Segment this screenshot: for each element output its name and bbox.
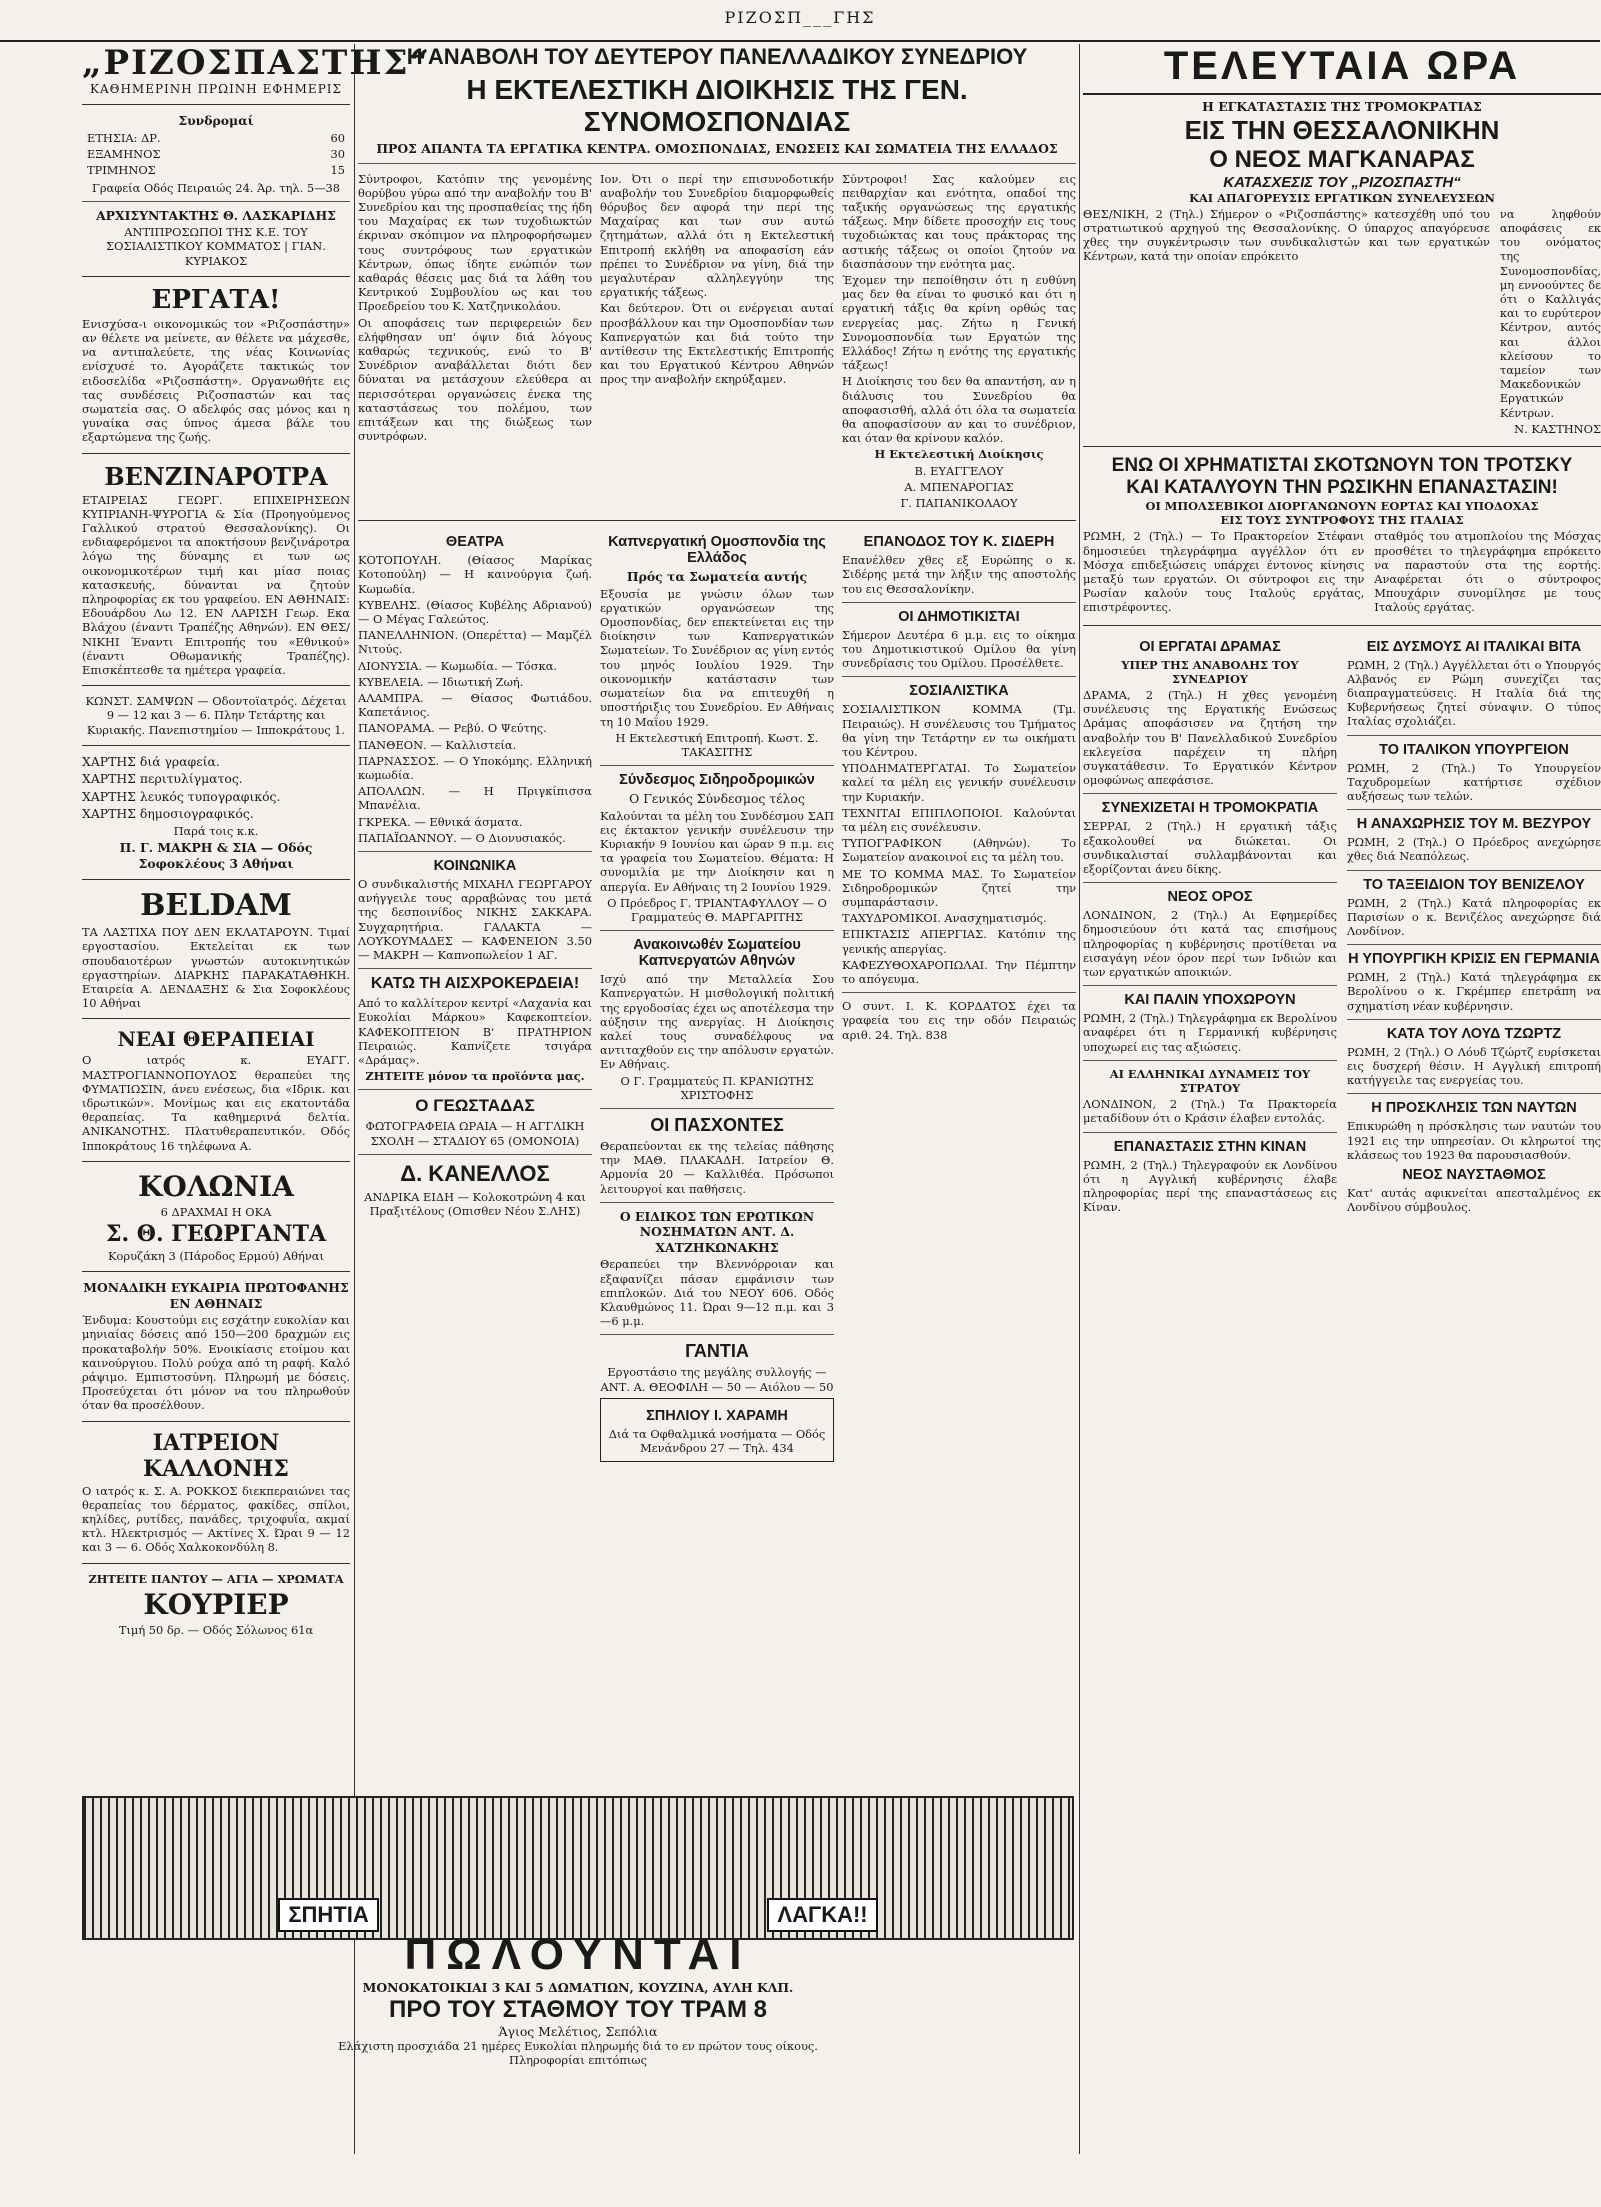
for-sale-line-3: Άγιος Μελέτιος, Σεπόλια <box>498 2023 658 2039</box>
lloyd-heading: ΚΑΤΑ ΤΟΥ ΛΟΥΔ ΤΖΩΡΤΖ <box>1386 1025 1562 1042</box>
spileiou-text: Διά τα Οφθαλμικά νοσήματα — Οδός Μενάνδρου 27 — Τηλ. 434 <box>608 1426 826 1455</box>
thess-signature: Ν. ΚΑΣΤΗΝΟΣ <box>1514 421 1601 436</box>
ergata-text: Ενισχύσα-ι οικονομικώς τον «Ριζοσπάστην» αν θέλετε να μείνετε, αν θέλετε να μάχεσθε, να αντιπαλεύετε, της νέας Κοινωνίας ενίσχυσέ το. Αγοράζετε τακτικώς τον ειδοσελίδα «Ριζοσπάστη». Οργανωθήτε εις τας συνδέσεις Ριζοσπαστών και τας σωματεία σας. Ο αδελφός σας μόνος και η γυναίκα σας ύπνος άμεσα βάλε του εξαρτώμενα της ζωής. <box>82 316 350 445</box>
therapies-text: Ο ιατρός κ. ΕΥΑΓΓ. ΜΑΣΤΡΟΓΙΑΝΝΟΠΟΥΛΟΣ θεραπεύει της ΦΥΜΑΤΙΩΣΙΝ, άνευ ενέσεως, δια «Ιδρικ. και ιδρωτικών». Μονίμως και εις εκατοντάδα θεραπείας. Τα καθημερινά δελτία. ΑΝΙΚΑΝΟΤΗΣ. Πλατυθεραπευτικόν. Οδός Ιπποκράτους 16 τηλέφωνα Α. <box>82 1053 350 1153</box>
china-heading: ΕΠΑΝΑΣΤΑΣΙΣ ΣΤΗΝ ΚΙΝΑΝ <box>1113 1138 1307 1155</box>
benzina-text: ΕΤΑΙΡΕΙΑΣ ΓΕΩΡΓ. ΕΠΙΧΕΙΡΗΣΕΩΝ ΚΥΠΡΙΑΝΗ-ΨΥΡΟΓΙΑ & Σία (Προηγούμενος Γαλλικού στρατού Θεσσαλονίκης). Οι ενδιαφερόμενοι τα αποκτήσουν βενζινάροτρα λόγω της δύναμης ει των ως οικονομικοτέρων τιμή και μίασ ποιας κατασκευής, δύνανται να ζητούν πληροφορίας εκ του γραφείου. ΕΝ ΑΘΗΝΑΙΣ: Εδουάρδου Λω 12. ΕΝ ΛΑΡΙΣΗ Γεωρ. Εκα Βλάχου (έναντι Τραπέζης Αθηνών). ΕΝ ΘΕΣ/ΝΙΚΗΙ Έναντι Επιτροπής του «Εθνικού» (έναντι Οθωμανικής Τραπέζης). Επισκέπτεσθε τα ημέτερα γραφεία. <box>82 492 350 678</box>
houses-for-sale-ad <box>82 1930 1074 2067</box>
ypochorous-heading: ΚΑΙ ΠΑΛΙΝ ΥΠΟΧΩΡΟΥΝ <box>1124 992 1296 1009</box>
dimotikistai-text: Σήμερον Δευτέρα 6 μ.μ. εις το οίκημα του Δημοτικιστικού Ομίλου θα γίνη συνεδρίασις του Ομίλου. Προσέλθετε. <box>842 627 1076 671</box>
venizelos-text: ΡΩΜΗ, 2 (Τηλ.) Κατά πληροφορίας εκ Παρισίων ο κ. Βενιζέλος ανεχώρησε διά Λονδίνον. <box>1347 895 1601 939</box>
headline-executive: Η ΕΚΤΕΛΕΣΤΙΚΗ ΔΙΟΙΚΗΣΙΣ ΤΗΣ ΓΕΝ. ΣΥΝΟΜΟΣΠΟΝΔΙΑΣ <box>466 74 968 137</box>
theatre-listing: ΠΑΝΟΡΑΜΑ. — Ρεβύ. Ο Ψεύτης. <box>358 721 547 736</box>
socialist-item: ΕΠΙΚΤΑΣΙΣ ΑΠΕΡΓΙΑΣ. Κατόπιν της γενικής απεργίας. <box>842 927 1076 956</box>
houses-label-left: ΣΠΗΤΙΑ <box>278 1898 378 1932</box>
synd-text: Καλούνται τα μέλη του Συνδέσμου ΣΑΠ εις έκτακτον γενικήν συνέλευσιν την Κυριακήν 9 Ιουνίου και ώραν 9 π.μ. εις τα γραφεία του Σωματείου. Θέματα: Η συνομιλία με την Διοίκησιν και η απεργία. Εν Αθήναις τη 2 Ιουνίου 1929. <box>600 808 834 894</box>
subscription-row: ΕΤΗΣΙΑ: ΔΡ. 60 <box>87 130 345 145</box>
socialist-item: ΚΑΦΕΖΥΘΟΧΑΡΟΠΩΛΑΙ. Την Πέμπτην το απόγευμα. <box>842 957 1076 987</box>
terror-heading-4: ΚΑΤΑΣΧΕΣΙΣ ΤΟΥ „ΡΙΖΟΣΠΑΣΤΗ“ <box>1223 173 1461 191</box>
article-paragraph: Οι αποφάσεις των περιφερειών δεν ελήφθησαν υπ' όψιν διά λόγους καθαρώς τεχνικούς, ενώ το Β' Συνέδριον αναβάλλεται διότι δεν δύναται να μετάσχουν ελεύθερα αι περισσότεραι οργανώσεις ένεκα της καταστάσεως του πολέμου, των επιτάξεων και της διώξεως των συντρόφων. <box>358 315 592 444</box>
representatives: ΑΝΤΙΠΡΟΣΩΠΟΙ ΤΗΣ Κ.Ε. ΤΟΥ ΣΟΣΙΑΛΙΣΤΙΚΟΥ ΚΟΜΜΑΤΟΣ | ΓΙΑΝ. ΚΥΡΙΑΚΟΣ <box>106 225 326 268</box>
theatre-listing: ΑΛΑΜΠΡΑ. — Θίασος Φωτιάδου. Καπετάνιος. <box>358 691 592 720</box>
italian-ministry-heading: ΤΟ ΙΤΑΛΙΚΟΝ ΥΠΟΥΡΓΕΙΟΝ <box>1379 741 1569 758</box>
geodaisia-text: ΦΩΤΟΓΡΑΦΕΙΑ ΩΡΑΙΑ — Η ΑΓΓΛΙΚΗ ΣΧΟΛΗ — ΣΤΑΔΙΟΥ 65 (ΟΜΟΝΟΙΑ) <box>365 1119 585 1148</box>
drama-text: ΔΡΑΜΑ, 2 (Τηλ.) Η χθες γενομένη συνέλευσις της Εργατικής Ενώσεως Δράμας αποφάσισεν να ζητήση την αναβολήν του Β' Πανελλαδικού Συνεδρίου εκλεγείσα παρέχειν τη πλήρη συγκατάθεσιν. Το Εργατικόν Κέντρον ομοφώνως απεφάσισε. <box>1083 687 1337 788</box>
houses-illustration <box>82 1796 1074 1940</box>
nautstathmos-text: Κατ' αυτάς αφικνείται απεσταλμένος εκ Λονδίνου σύμβουλος. <box>1347 1186 1601 1215</box>
anakoin-text: Ισχύ από την Μεταλλεία Σου Καπνεργατών. Η μισθολογική πολιτική της εργοδοσίας έχει ως αποτέλεσμα την αύξησιν της ανεργίας. Η Διοίκησις καλεί τους συναδέλφους να αντιταχθούν εις την απόλυσιν εργατών. Εν Αθήναις. <box>600 972 834 1072</box>
masthead-subtitle: ΚΑΘΗΜΕΡΙΝΗ ΠΡΩΙΝΗ ΕΦΗΜΕΡΙΣ <box>90 82 342 96</box>
kourier-top: ΖΗΤΕΙΤΕ ΠΑΝΤΟΥ — ΑΓΙΑ — ΧΡΩΜΑΤΑ <box>88 1571 344 1586</box>
beldam-text: ΤΑ ΛΑΣΤΙΧΑ ΠΟΥ ΔΕΝ ΕΚΛΑΤΑΡΟΥΝ. Τιμαί εργοστασίου. Εκτελείται εκ των σπουδαιοτέρων γνωστών αυτοκινητικών εργαστηρίων. ΔΙΑΡΚΗΣ ΠΑΡΑΚΑΤΑΘΗΚΗ. Εταιρεία Α. ΔΕΝΔΑΞΗΣ & Σια Σοφοκλέους 10 Αθήναι <box>82 925 350 1011</box>
running-head <box>0 0 1600 42</box>
signer: Β. ΕΥΑΓΓΕΛΟΥ <box>914 463 1004 478</box>
therapies-heading: ΝΕΑΙ ΘΕΡΑΠΕΙΑΙ <box>117 1027 315 1052</box>
theatre-listing: ΚΥΒΕΛΗΣ. (Θίασος Κυβέλης Αδριανού) — Ο Μέγας Γαλεώτος. <box>358 597 592 626</box>
terror-heading-2: ΕΙΣ ΤΗΝ ΘΕΣΣΑΛΟΝΙΚΗΝ <box>1184 114 1500 145</box>
theatre-listing: ΠΑΡΝΑΣΣΟΣ. — Ο Υποκόμης. Ελληνική κωμωδία. <box>358 753 592 783</box>
houses-illustration-ad <box>82 1790 1074 1946</box>
socialist-heading: ΣΟΣΙΑΛΙΣΤΙΚΑ <box>909 683 1009 700</box>
anakoin-signature: Ο Γ. Γραμματεύς Π. ΚΡΑΝΙΩΤΗΣ ΧΡΙΣΤΟΦΗΣ <box>620 1073 814 1102</box>
eukairia-heading: ΜΟΝΑΔΙΚΗ ΕΥΚΑΙΡΙΑ ΠΡΩΤΟΦΑΝΗΣ ΕΝ ΑΘΗΝΑΙΣ <box>83 1280 349 1311</box>
neos-oros-heading: ΝΕΟΣ ΟΡΟΣ <box>1167 889 1253 906</box>
paper-item: ΧΑΡΤΗΣ λευκός τυπογραφικός. <box>82 788 281 804</box>
paper-item: ΧΑΡΤΗΣ διά γραφεία. <box>82 753 220 769</box>
article-paragraph: Σύντροφοι! Σας καλούμεν εις πειθαρχίαν και ενότητα, οπαδοί της ταξικής οργανώσεως της εργατικής τάξεως. Μην δίδετε προσοχήν εις τους τυχοδιώκτας και τους πράκτορας της αστικής τάξεως οι οποίοι ζητούν να διασπάσουν την ενότητα μας. <box>842 171 1076 271</box>
thess-text-left: ΘΕΣ/ΝΙΚΗ, 2 (Τηλ.) Σήμερον ο «Ριζοσπάστης» κατεσχέθη υπό του στρατιωτικού αρχηγού της Θεσσαλονίκης. Ο ύπαρχος απαγόρευσε χθες την συγκέντρωσιν των συνδικαλιστών και των εργατικών Κέντρων, κατά την οποίαν επρόκειτο <box>1083 206 1490 264</box>
synd-signature: Ο Πρόεδρος Γ. ΤΡΙΑΝΤΑΦΥΛΛΟΥ — Ο Γραμματεύς Θ. ΜΑΡΓΑΡΙΤΗΣ <box>607 895 827 925</box>
terror-continues-heading: ΣΥΝΕΧΙΖΕΤΑΙ Η ΤΡΟΜΟΚΡΑΤΙΑ <box>1101 800 1319 817</box>
dimotikistai-heading: ΟΙ ΔΗΜΟΤΙΚΙΣΤΑΙ <box>898 608 1020 625</box>
for-sale-heading: ΠΩΛΟΥΝΤΑΙ <box>404 1930 752 1979</box>
theatre-listing: ΠΑΠΑΪΩΑΝΝΟΥ. — Ο Διονυσιακός. <box>358 830 566 845</box>
signer: Γ. ΠΑΠΑΝΙΚΟΛΑΟΥ <box>900 495 1018 510</box>
vesuvius-heading: Η ΑΝΑΧΩΡΗΣΙΣ ΤΟΥ Μ. ΒΕΖΥΡΟΥ <box>1356 816 1592 833</box>
germany-heading: Η ΥΠΟΥΡΓΙΚΗ ΚΡΙΣΙΣ ΕΝ ΓΕΡΜΑΝΙΑ <box>1348 951 1600 968</box>
theatra-heading: ΘΕΑΤΡΑ <box>445 534 505 551</box>
sideris-heading: ΕΠΑΝΟΔΟΣ ΤΟΥ Κ. ΣΙΔΕΡΗ <box>863 534 1055 551</box>
nautstathmos-heading: ΝΕΟΣ ΝΑΥΣΤΑΘΜΟΣ <box>1402 1167 1546 1184</box>
paschontes-text: Θεραπεύονται εκ της τελείας πάθησης την ΜΑΘ. ΠΛΑΚΑΔΗ. Ιατρείον Θ. Αρμονία 20 — Καλλιθέα. Πρόσωποι λειτουργοί και παθήσεις. <box>600 1139 834 1196</box>
germany-text: ΡΩΜΗ, 2 (Τηλ.) Κατά τηλεγράφημα εκ Βερολίνου ο κ. Γκρέμπερ επετράπη να σχηματίση νέαν κυβέρνησιν. <box>1347 970 1601 1013</box>
ships-heading: Η ΠΡΟΣΚΛΗΣΙΣ ΤΩΝ ΝΑΥΤΩΝ <box>1371 1100 1577 1117</box>
eidikos-text: Θεραπεύει την Βλεννόρροιαν και εξαφανίζει πάσαν εμφάνισιν των επιπλοκών. Διά του ΝΕΟΥ 606. Οδός Κλαυθμώνος 11. Ώραι 9—12 π.μ. και 3—6 μ.μ. <box>600 1257 834 1329</box>
paper-item: ΧΑΡΤΗΣ δημοσιογραφικός. <box>82 806 254 822</box>
paper-item: ΧΑΡΤΗΣ περιτυλίγματος. <box>82 771 243 787</box>
socialist-item: ΜΕ ΤΟ ΚΟΜΜΑ ΜΑΣ. Το Σωματείον Σιδηροδρομικών ζητεί την συμπαράστασιν. <box>842 866 1076 910</box>
kourier-heading: ΚΟΥΡΙΕΡ <box>143 1587 289 1621</box>
kapne-heading: Καπνεργατική Ομοσπονδία της Ελλάδος <box>608 534 826 567</box>
italy-text: ΡΩΜΗ, 2 (Τηλ.) Αγγέλλεται ότι ο Υπουργός Αλβανός εν Ρώμη συνεχίζει τας διαπραγματεύσεις. Η Ιταλία διά της Κυβερνήσεως ζητεί σύναψιν. Ο τύπος Ιταλίας σχολιάζει. <box>1347 657 1601 729</box>
kordatos-note: Ο συντ. Ι. Κ. ΚΟΡΔΑΤΟΣ έχει τα γραφεία του εις την οδόν Πειραιώς αριθ. 24. Τηλ. 838 <box>842 999 1076 1042</box>
china-text: ΡΩΜΗ, 2 (Τηλ.) Τηλεγραφούν εκ Λονδίνου ότι η Αγγλική κυβέρνησις έλαβε πληροφορίας περί της επαναστάσεως εις Κίναν. <box>1083 1157 1337 1215</box>
koinonika-heading: ΚΟΙΝΩΝΙΚΑ <box>433 858 517 875</box>
signature-title: Η Εκτελεστική Διοίκησις <box>874 447 1044 462</box>
theatre-listing: ΠΑΝΘΕΟΝ. — Καλλιστεία. <box>358 737 517 752</box>
theatre-listing: ΑΠΟΛΛΩΝ. — Η Πριγκίπισσα Μπανέλια. <box>358 784 592 813</box>
subscription-row: ΤΡΙΜΗΝΟΣ 15 <box>87 162 345 177</box>
makris-ad: Π. Γ. ΜΑΚΡΗ & ΣΙΑ — Οδός Σοφοκλέους 3 Αθήναι <box>119 840 313 871</box>
greek-mil-heading: ΑΙ ΕΛΛΗΝΙΚΑΙ ΔΥΝΑΜΕΙΣ ΤΟΥ ΣΤΡΑΤΟΥ <box>1109 1066 1311 1096</box>
dentist-ad: ΚΩΝΣΤ. ΣΑΜΨΩΝ — Οδοντοϊατρός. Δέχεται 9 — 12 και 3 — 6. Πλην Τετάρτης και Κυριακής. Πανεπιστημίου — Ιπποκράτους 1. <box>85 694 347 737</box>
ypochorous-text: ΡΩΜΗ, 2 (Τηλ.) Τηλεγράφημα εκ Βερολίνου αναφέρει ότι η Γερμανική κυβέρνησις υποχωρεί εις τας αξιώσεις. <box>1083 1011 1337 1054</box>
papers-from: Παρά τοις κ.κ. <box>173 823 259 838</box>
iatreion-heading: ΙΑΤΡΕΙΟΝ ΚΑΛΛΟΝΗΣ <box>143 1429 289 1482</box>
socialist-item: ΤΕΧΝΙΤΑΙ ΕΠΙΠΛΟΠΟΙΟΙ. Καλούνται τα μέλη εις συνέλευσιν. <box>842 805 1076 835</box>
signer: Α. ΜΠΕΝΑΡΟΓΙΑΣ <box>904 479 1014 494</box>
rome-text-right: σταθμός του ατμοπλοίου της Μόσχας προσθέτει το τηλεγράφημα επρόκειτο να παραστούν στα της εορτής. Αναφέρεται ότι ο σύντροφος Μπουχάριν συνομίλησε με τους Ιταλούς εργάτας. <box>1374 529 1601 615</box>
spileiou-ad <box>600 1398 834 1462</box>
lloyd-text: ΡΩΜΗ, 2 (Τηλ.) Ο Λόυδ Τζώρτζ ευρίσκεται εις δυσχερή θέσιν. Η Αγγλική επιτροπή κατήγγειλε τας ενεργείας του. <box>1347 1044 1601 1088</box>
terror-heading-3: Ο ΝΕΟΣ ΜΑΓΚΑΝΑΡΑΣ <box>1209 145 1475 173</box>
benzina-heading: ΒΕΝΖΙΝΑΡΟΤΡΑ <box>104 461 328 491</box>
gantes-heading: ΓΑΝΤΙΑ <box>685 1341 749 1362</box>
article-paragraph: Έχομεν την πεποίθησιν ότι η ευθύνη μας δεν θα είναι το φυσικό και ότι η εργατική τάξις θα κρίνη ορθώς τας ενεργείας μας. Ζήτω η Γενική Συνομοσπονδία των Εργατών της Ελλάδος! Ζήτω η ενότης της εργατικής τάξεως! <box>842 272 1076 373</box>
eidikos-heading: Ο ΕΙΔΙΚΟΣ ΤΩΝ ΕΡΩΤΙΚΩΝ ΝΟΣΗΜΑΤΩΝ ΑΝΤ. Δ. ΧΑΤΖΗΚΩΝΑΚΗΣ <box>619 1208 815 1255</box>
main-article <box>358 170 1076 513</box>
subscriptions-title: Συνδρομαί <box>178 113 254 128</box>
running-head-text: ΡΙΖΟΣΠ___ΓΗΣ <box>724 8 876 27</box>
lower-center <box>358 529 1076 1466</box>
trotsky-heading-1: ΕΝΩ ΟΙ ΧΡΗΜΑΤΙΣΤΑΙ ΣΚΟΤΩΝΟΥΝ ΤΟΝ ΤΡΟΤΣΚΥ <box>1111 454 1573 476</box>
right-column <box>1083 44 1601 1216</box>
terror-continues-text: ΣΕΡΡΑΙ, 2 (Τηλ.) Η εργατική τάξις εξακολουθεί να διώκεται. Οι συνδικαλισταί συλλαμβάνονται και εξορίζονται άνευ δίκης. <box>1083 819 1337 877</box>
theatre-listing: ΛΙΟΝΥΣΙΑ. — Κωμωδία. — Τόσκα. <box>358 658 558 673</box>
venizelos-heading: ΤΟ ΤΑΞΕΙΔΙΟΝ ΤΟΥ ΒΕΝΙΖΕΛΟΥ <box>1363 876 1585 893</box>
last-hour-banner: ΤΕΛΕΥΤΑΙΑ ΩΡΑ <box>1083 44 1601 95</box>
socialist-item: ΤΑΧΥΔΡΟΜΙΚΟΙ. Ανασχηματισμός. <box>842 911 1047 926</box>
ergata-heading: ΕΡΓΑΤΑ! <box>151 284 281 315</box>
article-paragraph: Σύντροφοι, Κατόπιν της γενομένης θορύβου γύρω από την αναβολήν του Β' Συνεδρίου και της προσπαθείας της ήδη του Μαχαίρας εκ των τυχοδιωκτών έκριναν σκόπιμον να πληροφορήσωμεν τους συντρόφους των εργατικών Κέντρων, όπως ίδητε ενώπιόν των καθαράς θέσεις μας διά τα λάθη του Κεντρικού Συμβουλίου ως και του Προεδρείου του Κ. Χατζηνικολάου. <box>358 171 592 314</box>
houses-label-right: ΛΑΓΚΑ!! <box>767 1898 877 1932</box>
profiteering-heading: ΚΑΤΩ ΤΗ ΑΙΣΧΡΟΚΕΡΔΕΙΑ! <box>370 975 580 993</box>
masthead: „ΡΙΖΟΣΠΑΣΤΗΣ“ <box>82 43 432 83</box>
beldam-heading: BELDAM <box>140 888 292 924</box>
office-address: Γραφεία Οδός Πειραιώς 24. Άρ. τηλ. 5—38 <box>91 180 341 195</box>
zitite-text: ΖΗΤΕΙΤΕ μόνον τα προϊόντα μας. <box>365 1069 585 1084</box>
spileiou-heading: ΣΠΗΛΙΟΥ Ι. ΧΑΡΑΜΗ <box>646 1407 788 1424</box>
socialist-item: ΥΠΟΔΗΜΑΤΕΡΓΑΤΑΙ. Το Σωματείον καλεί τα μέλη εις γενικήν συνέλευσιν την Κυριακήν. <box>842 761 1076 804</box>
theatre-listing: ΠΑΝΕΛΛΗΝΙΟΝ. (Οπερέττα) — Μαμζέλ Νιτούς. <box>358 628 592 657</box>
london-text-1: ΛΟΝΔΙΝΟΝ, 2 (Τηλ.) Αι Εφημερίδες δημοσιεύουν ότι κατά τας επισήμους πληροφορίας η κυβέρνησις προτίθεται να εισαγάγη νέον όρον περί των Ινδιών και των εργατικών αποικιών. <box>1083 908 1337 980</box>
vesuvius-text: ΡΩΜΗ, 2 (Τηλ.) Ο Πρόεδρος ανεχώρησε χθες διά Νεαπόλεως. <box>1347 835 1601 864</box>
kanellos-heading: Δ. ΚΑΝΕΛΛΟΣ <box>400 1160 550 1186</box>
italian-ministry-text: ΡΩΜΗ, 2 (Τηλ.) Το Υπουργείον Ταχυδρομείων κατήρτισε σχέδιον αυξήσεως των τελών. <box>1347 760 1601 803</box>
gantes-text: Εργοστάσιο της μεγάλης συλλογής — ΑΝΤ. Α. ΘΕΟΦΙΛΗ — 50 — Αιόλου — 50 <box>600 1365 834 1394</box>
profiteering-text: Από το καλλίτερον κεντρί «Λαχανία και Ευκολίαι Μάρκου» Καφεκοπτείον. ΚΑΦΕΚΟΠΤΕΙΟΝ Β' ΠΡΑΤΗΡΙΟΝ Πειραιώς. Καπνίζετε τσιγάρα «Δράμας». <box>358 996 592 1068</box>
editor-in-chief: ΑΡΧΙΣΥΝΤΑΚΤΗΣ Θ. ΛΑΣΚΑΡΙΔΗΣ <box>96 207 336 223</box>
georganta-address: Κορυζάκη 3 (Πάροδος Ερμού) Αθήναι <box>108 1248 324 1263</box>
rome-text-left: ΡΩΜΗ, 2 (Τηλ.) — Το Πρακτορείον Στέφανι δημοσιεύει τηλεγράφημα αγγέλλον ότι εν Μόσχα επιδεξιώσεις υπάρχει έντονος κίνησις μεταξύ των εργατών. Οι σύντροφοι εις την Ρωσίαν καλούν τους Ιταλούς εργάτας, επιστρέφοντες. <box>1083 529 1365 615</box>
for-sale-line-4: Ελάχιστη προσχιάδα 21 ημέρες Ευκολίαι πληρωμής διά το εν πρώτον τους οίκους. <box>338 2039 818 2053</box>
kapne-subheading: Πρός τα Σωματεία αυτής <box>626 569 808 585</box>
socialist-item: ΣΟΣΙΑΛΙΣΤΙΚΟΝ ΚΟΜΜΑ (Τμ. Πειραιώς). Η συνέλευσις του Τμήματος θα γίνη την Τετάρτην εν τω οικήματι του Κέντρου. <box>842 702 1076 759</box>
theatre-listing: ΚΥΒΕΛΕΙΑ. — Ιδιωτική Ζωή. <box>358 674 524 689</box>
kourier-sub: Τιμή 50 δρ. — Οδός Σόλωνος 61α <box>118 1622 314 1637</box>
headline-postponement: Η ΑΝΑΒΟΛΗ ΤΟΥ ΔΕΥΤΕΡΟΥ ΠΑΝΕΛΛΑΔΙΚΟΥ ΣΥΝΕΔΡΙΟΥ <box>406 44 1028 69</box>
synd-subheading: Ο Γενικός Σύνδεσμος τέλος <box>629 791 805 807</box>
for-sale-line-1: ΜΟΝΟΚΑΤΟΙΚΙΑΙ 3 ΚΑΙ 5 ΔΩΜΑΤΙΩΝ, ΚΟΥΖΙΝΑ, ΑΥΛΗ ΚΛΠ. <box>362 1980 794 1995</box>
for-sale-line-2: ΠΡΟ ΤΟΥ ΣΤΑΘΜΟΥ ΤΟΥ ΤΡΑΜ 8 <box>388 1995 767 2023</box>
column-rule <box>1079 44 1080 2154</box>
london-text-2: ΛΟΝΔΙΝΟΝ, 2 (Τηλ.) Τα Πρακτορεία μεταδίδουν ότι ο Κράσιν έλαβεν εντολάς. <box>1083 1097 1337 1126</box>
for-sale-line-5: Πληροφορίαι επιτόπιως <box>509 2053 647 2068</box>
trotsky-heading-2: ΚΑΙ ΚΑΤΑΛΥΟΥΝ ΤΗΝ ΡΩΣΙΚΗΝ ΕΠΑΝΑΣΤΑΣΙΝ! <box>1126 476 1558 498</box>
georganta-name: Σ. Θ. ΓΕΩΡΓΑΝΤΑ <box>105 1220 327 1247</box>
kapne-signature: Η Εκτελεστική Επιτροπή. Κωστ. Σ. ΤΑΚΑΣΙΤΗΣ <box>615 730 819 759</box>
italy-heading: ΕΙΣ ΔΥΣΜΟΥΣ ΑΙ ΙΤΑΛΙΚΑΙ ΒΙΤΑ <box>1366 638 1582 655</box>
terror-heading-1: Η ΕΓΚΑΤΑΣΤΑΣΙΣ ΤΗΣ ΤΡΟΜΟΚΡΑΤΙΑΣ <box>1202 99 1482 114</box>
drama-subheading: ΥΠΕΡ ΤΗΣ ΑΝΑΒΟΛΗΣ ΤΟΥ ΣΥΝΕΔΡΙΟΥ <box>1121 657 1299 686</box>
kolonia-heading: ΚΟΛΩΝΙΑ <box>138 1169 294 1203</box>
theatre-listing: ΚΟΤΟΠΟΥΛΗ. (Θίασος Μαρίκας Κοτοπούλη) — Η καινούργια ζωή. Κωμωδία. <box>358 553 592 596</box>
koinonika-text: Ο συνδικαλιστής ΜΙΧΑΗΛ ΓΕΩΡΓΑΡΟΥ ανήγγειλε τους αρραβώνας του μετά της δεσποινίδος ΝΙΚΗΣ ΣΑΚΚΑΡΑ. Συγχαρητήρια. ΓΑΛΑΚΤΑ — ΛΟΥΚΟΥΜΑΔΕΣ — ΚΑΦΕΝΕΙΟΝ 3.50 — ΜΑΚΡΗ — Καπνοπωλείον 1 ΑΓ. <box>358 877 592 963</box>
headline-addressees: ΠΡΟΣ ΑΠΑΝΤΑ ΤΑ ΕΡΓΑΤΙΚΑ ΚΕΝΤΡΑ. ΟΜΟΣΠΟΝΔΙΑΣ, ΕΝΩΣΕΙΣ ΚΑΙ ΣΩΜΑΤΕΙΑ ΤΗΣ ΕΛΛΑΔΟΣ <box>376 141 1058 156</box>
iatreion-text: Ο ιατρός κ. Σ. Α. ΡΟΚΚΟΣ διεκπεραιώνει τας θεραπείας του δέρματος, φακίδες, σπίλοι, κηλίδες, ρυτίδες, πανάδες, τριχοφυΐα, ακμαί κτλ. Ηλεκτρισμός — Ακτίνες Χ. Ώραι 9 — 12 και 3 — 6. Οδός Χαλκοκονδύλη 8. <box>82 1483 350 1555</box>
thess-text-right: να ληφθούν αποφάσεις εκ του ονόματος της Συνομοσπονδίας, μη εννοούντες δε ότι ο Καλλιγάς και το ευρύτερον Κέντρον, αυτός και άλλοι κλείσουν το ταμείον των Μακεδονικών Εργατικών Κέντρων. <box>1499 206 1601 420</box>
kapne-text: Εξουσία με γνώσιν όλων των εργατικών οργανώσεων της Ομοσπονδίας, δεν επεκτείνεται εις την διοίκησιν των Καπνεργατικών Σωματείων. Το Συνέδριον ας γίνη εντός του μηνός Ιουλίου 1929. Την οικονομικήν κατάστασιν των σωματείων δια να επιτευχθή η υποστήριξις του Συνεδρίου. Εν Αθήναις τη 10 Μαΐου 1929. <box>600 586 834 729</box>
drama-heading: ΟΙ ΕΡΓΑΤΑΙ ΔΡΑΜΑΣ <box>1139 638 1281 655</box>
sideris-text: Επανέλθεν χθες εξ Ευρώπης ο κ. Σιδέρης μετά την λήξιν της αποστολής του εις Θεσσαλονίκην. <box>842 553 1076 596</box>
geodaisia-heading: Ο ΓΕΩΣΤΑΔΑΣ <box>415 1096 535 1116</box>
eukairia-text: Ένδυμα: Κουστούμι εις εσχάτην ευκολίαν και μηνιαίας δόσεις από 150—200 δραχμών εις προκαταβολήν 50%. Ενοικίασις ετοίμου και καινούργιου. Πολύ ρούχα από τη ραφή. Καλό ράψιμο. Εμπιστοσύνη. Πληρωμή με δόσεις. Προσεύχεται ότι μόνον να του πληρωθούν όταν θα προσέλθουν. <box>82 1313 350 1413</box>
left-column <box>82 43 432 1639</box>
subscriptions-table <box>82 129 350 179</box>
subscription-row: ΕΞΑΜΗΝΟΣ 30 <box>87 146 345 161</box>
kanellos-text: ΑΝΔΡΙΚΑ ΕΙΔΗ — Κολοκοτρώνη 4 και Πραξιτέλους (Οπισθεν Νέου Σ.ΛΗΣ) <box>364 1189 586 1219</box>
synd-heading: Σύνδεσμος Σιδηροδρομικών <box>619 772 815 789</box>
ships-text: Επικυρώθη η πρόσκλησις των ναυτών του 1921 εις την υπηρεσίαν. Οι κληρωτοί της κλάσεως του 1923 θα παρουσιασθούν. <box>1347 1119 1601 1162</box>
anakoin-heading: Ανακοινωθέν Σωματείου Καπνεργατών Αθηνών <box>633 937 801 970</box>
center-columns <box>358 44 1076 1466</box>
article-paragraph: Και δεύτερον. Ότι οι ενέργειαι αυταί προσβάλλουν και την Ομοσπονδίαν των Καπνεργατών και διά τούτο την αντίθεσιν της Εκτελεστικής Επιτροπής και του Εργατικού Κέντρου Αθηνών προς την αναβολήν εκηρύξαμεν. <box>600 301 834 387</box>
terror-heading-5: ΚΑΙ ΑΠΑΓΟΡΕΥΣΙΣ ΕΡΓΑΤΙΚΩΝ ΣΥΝΕΛΕΥΣΕΩΝ <box>1189 190 1495 205</box>
article-paragraph: Ιον. Ότι ο περί την επισυνοδοτικήν αναβολήν του Συνεδρίου διαμορφωθείς θόρυβος δεν αφορά την περί της Μαχαίρας και των συν αυτώ ζητημάτων, αλλά ότι η Εκτελεστική Επιτροπή εκλήθη να αποφασίση εάν πρέπει το Συνέδριον να γίνη, διά την μεγαλυτέραν αλληλεγγύην της εργατικής τάξεως. <box>600 171 834 300</box>
trotsky-heading-3: ΟΙ ΜΠΟΛΣΕΒΙΚΟΙ ΔΙΟΡΓΑΝΩΝΟΥΝ ΕΟΡΤΑΣ ΚΑΙ ΥΠΟΔΟΧΑΣ <box>1145 498 1539 513</box>
kolonia-price: 6 ΔΡΑΧΜΑΙ Η ΟΚΑ <box>160 1204 272 1219</box>
theatre-listing: ΓΚΡΕΚΑ. — Εθνικά άσματα. <box>358 814 523 829</box>
article-paragraph: Η Διοίκησις του δεν θα απαντήση, αν η διάλυσις του Συνεδρίου θα αποφασισθή, αλλά ότι όλα τα σωματεία θα αποφασίσουν αν και το συνέδριον, και όταν θα κρίνουν καλόν. <box>842 374 1076 446</box>
paschontes-heading: ΟΙ ΠΑΣΧΟΝΤΕΣ <box>650 1115 784 1136</box>
trotsky-heading-4: ΕΙΣ ΤΟΥΣ ΣΥΝΤΡΟΦΟΥΣ ΤΗΣ ΙΤΑΛΙΑΣ <box>1220 513 1464 528</box>
socialist-item: ΤΥΠΟΓΡΑΦΙΚΟΝ (Αθηνών). Το Σωματείον ανακοινοί εις τα μέλη του. <box>842 836 1076 865</box>
